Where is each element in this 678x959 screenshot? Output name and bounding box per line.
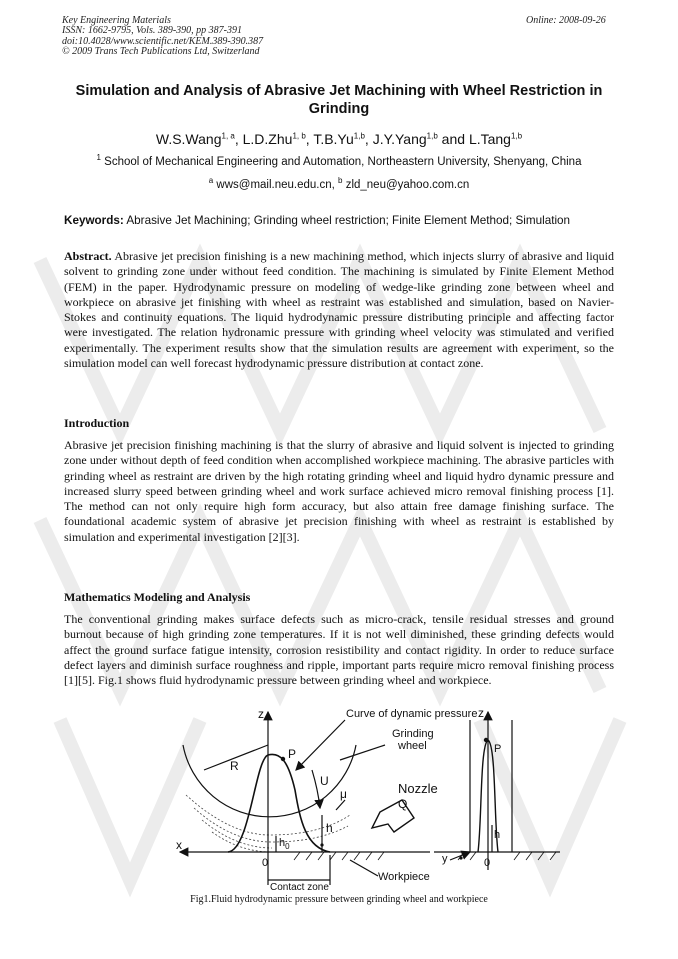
doi-line: doi:10.4028/www.scientific.net/KEM.389-390.387 [62,35,264,47]
label-z: z [258,707,264,721]
author-name: L.Tang [468,131,511,147]
keywords-label: Keywords: [64,214,124,227]
label-origin-right: 0 [484,857,491,869]
label-curve-dynamic-pressure: Curve of dynamic pressure [346,708,478,720]
label-workpiece: Workpiece [378,871,430,883]
author-separator: , [364,131,373,147]
label-origin: 0 [262,857,269,869]
email-sup-a: a [208,176,214,186]
label-grinding: Grinding [392,728,434,740]
abstract-label: Abstract. [64,249,112,263]
label-wheel: wheel [398,740,427,752]
author-name: T.B.Yu [313,131,354,147]
grinding-wheel-arc [183,745,356,817]
author-separator: , [234,131,243,147]
email-sup-b: b [338,176,343,186]
author-affil-sup: 1,b [426,131,438,141]
keywords-text: Abrasive Jet Machining; Grinding wheel restriction; Finite Element Method; Simulation [126,214,571,227]
label-u: U [320,774,329,788]
email-b-link[interactable]: zld_neu@yahoo.com.cn [345,179,470,191]
author-separator: , [305,131,314,147]
affiliation-sup: 1 [96,153,101,163]
author-affil-sup: 1, b [292,131,306,141]
author-and: and [437,131,469,147]
label-q: Q [398,797,408,811]
paper-title: Simulation and Analysis of Abrasive Jet Machining with Wheel Restriction in Grinding [75,83,603,117]
label-p: P [288,747,297,761]
label-h-right: h [494,829,501,841]
figure-caption: Fig1.Fluid hydrodynamic pressure between grinding wheel and workpiece [190,894,488,905]
author-name: W.S.Wang [155,131,222,147]
author-affil-sup: 1, a [221,131,235,141]
label-mu: μ [340,787,347,801]
online-date: Online: 2008-09-26 [526,15,606,26]
modeling-text: The conventional grinding makes surface defects such as micro-crack, tensile residual stresses and ground burnout because of high grinding zone temperatures. If it is not well diminished, these grinding defects would affect the ground surface fatigue intensity, corrosion resistibility and contact rigidity. In order to reduce surface defect layers and diminish surface roughness and ripple, important parts require micro removal finishing process [1][5]. Fig.1 shows fluid hydrodynamic pressure between grinding wheel and workpiece. [64,612,614,688]
email-line: $^a$ wws@mail.neu.edu.cn, $^b$ zld_neu@yahoo.com.cn [208,176,470,191]
label-h0: $h_0$ [279,837,290,851]
introduction-heading: Introduction [64,416,130,430]
author-name: J.Y.Yang [372,131,427,147]
affiliation-text: School of Mechanical Engineering and Automation, Northeastern University, Shenyang, China [104,156,582,168]
label-x: x [176,838,182,852]
journal-name: Key Engineering Materials [62,15,171,26]
label-h: h [326,821,333,835]
label-r: R [230,759,239,773]
author-affil-sup: 1,b [353,131,365,141]
label-z-right: z [478,706,484,720]
author-name: L.D.Zhu [242,131,293,147]
author-affil-sup: 1,b [510,131,523,141]
label-p-right: P [494,743,502,755]
label-nozzle: Nozzle [398,781,438,796]
introduction-text: Abrasive jet precision finishing machining is that the slurry of abrasive and liquid solvent is injected to grinding zone under without depth of feed condition when accomplished workpiece machining. The abrasive particles with grinding wheel as restraint are driven by the high rotating grinding wheel and liquid hydro dynamic pressure and increased slurry speed between grinding wheel and work surface achieved micro removal finishing process [1]. The method can not only require high form accuracy, but also attain free damage finishing surface. The foundational academic system of abrasive jet precision finishing with wheel as restraint is established by simulation and experimental investigation [2][3]. [64,438,614,544]
modeling-heading: Mathematics Modeling and Analysis [64,590,251,604]
nozzle-arrow [372,800,414,832]
abstract-text: Abrasive jet precision finishing is a new machining method, which injects slurry of abrasive and liquid solvent to grinding zone under without feed condition. The machining is simulated by Finite Element Method (FEM) in the paper. Hydrodynamic pressure on modeling of wedge-like grinding zone between wheel and workpiece on abrasive jet finishing with wheel as restraint was established and simulation, based on Navier-Stokes and continuity equations. The liquid hydrodynamic pressure distributing principle and affecting factor were investigated. The relation hydronamic pressure with grinding wheel velocity was stimulated and verified experimentally. The experiment results show that the simulation results are agreement with experiment, so the simulation model can well forecast hydrodynamic pressure distribution at contact zone. [64,249,615,371]
label-y-right: y [442,853,448,865]
label-contact-zone: Contact zone [270,882,329,893]
issn-line: ISSN: 1662-9795, Vols. 389-390, pp 387-391 [62,25,242,37]
copyright-line: © 2009 Trans Tech Publications Ltd, Switzerland [62,46,260,58]
email-a-link[interactable]: wws@mail.neu.edu.cn [216,179,332,191]
